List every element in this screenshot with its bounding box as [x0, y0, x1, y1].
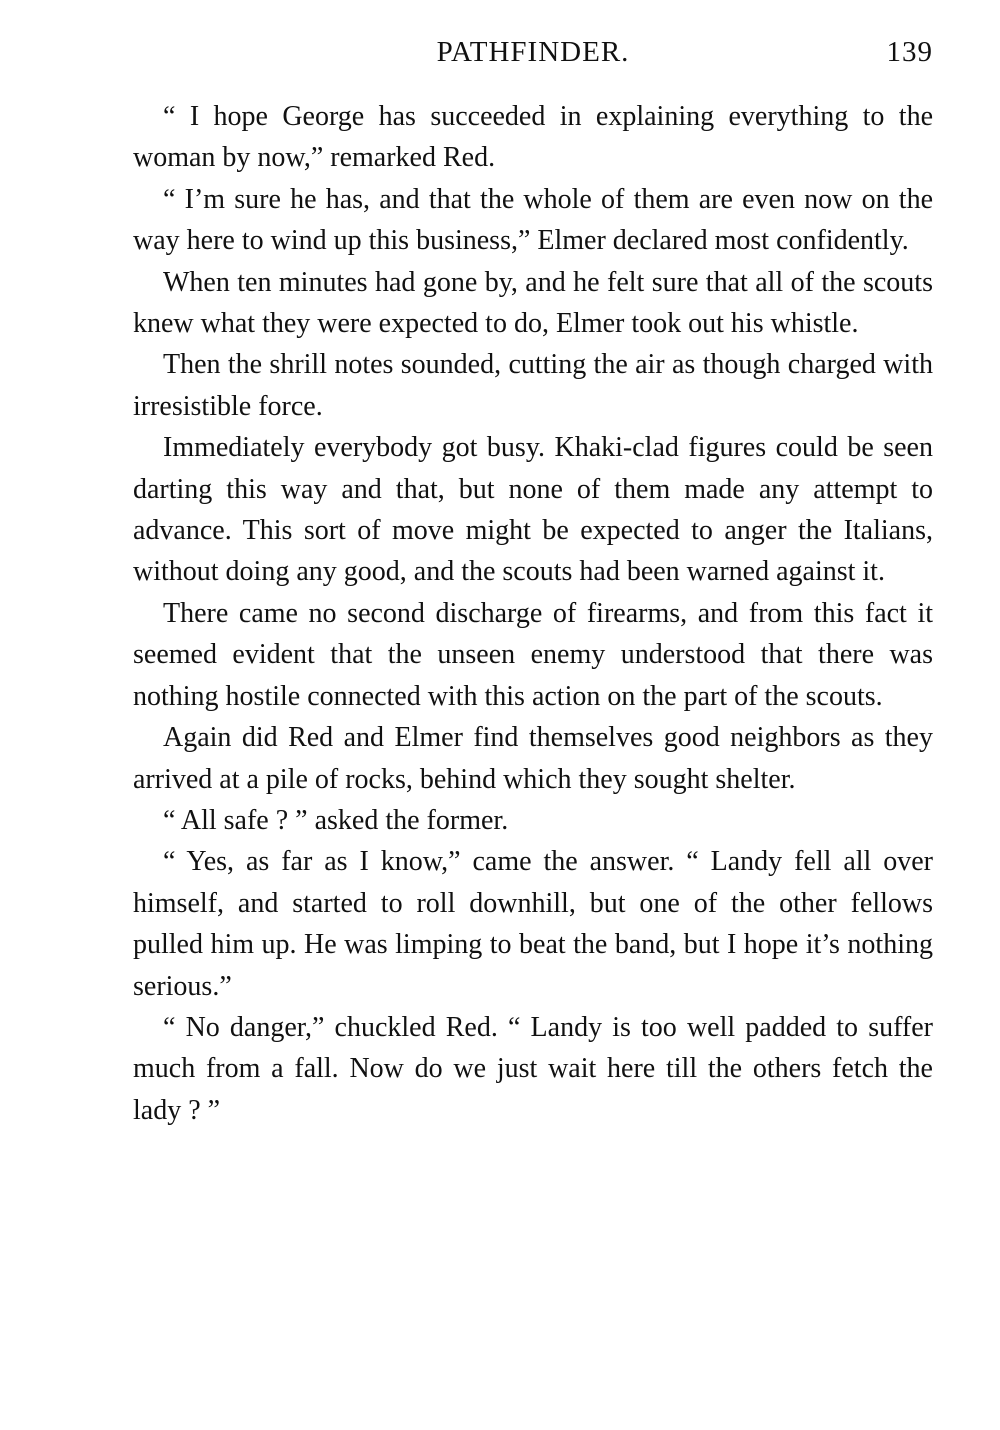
paragraph: When ten minutes had gone by, and he felt sure that all of the scouts knew what they were expected to do, Elmer took out his whistle. [133, 266, 933, 340]
paragraph: “ No danger,” chuckled Red. “ Landy is too well padded to suffer much from a fall. Now do we just wait here till the others fetch the lady ? ” [133, 1011, 933, 1126]
paragraph: “ Yes, as far as I know,” came the answer. “ Landy fell all over himself, and started to roll downhill, but one of the other fellows pulled him up. He was limping to beat the band, but I hope it’s nothing serious.” [133, 846, 933, 1002]
paragraph: There came no second discharge of firearms, and from this fact it seemed evident that the unseen enemy understood that there was nothing hostile connected with this action on the part of the scouts. [133, 597, 933, 712]
paragraph: “ I’m sure he has, and that the whole of them are even now on the way here to wind up this business,” Elmer declared most confidently. [133, 183, 933, 257]
book-page [133, 36, 933, 1131]
paragraph: Immediately everybody got busy. Khaki-clad figures could be seen darting this way and that, but none of them made any attempt to advance. This sort of move might be expected to anger the Italians, without doing any good, and the scouts had been warned against it. [133, 432, 933, 588]
paragraph: Then the shrill notes sounded, cutting the air as though charged with irresistible force. [133, 349, 933, 422]
paragraph: Again did Red and Elmer find themselves good neighbors as they arrived at a pile of rocks, behind which they sought shelter. [133, 722, 933, 795]
paragraph: “ I hope George has succeeded in explaining everything to the woman by now,” remarked Red. [133, 101, 933, 174]
paragraph: “ All safe ? ” asked the former. [163, 804, 509, 836]
running-title: PATHFINDER. [436, 36, 630, 68]
running-head [133, 36, 933, 80]
page-number: 139 [886, 36, 933, 68]
body-text [133, 96, 933, 1131]
